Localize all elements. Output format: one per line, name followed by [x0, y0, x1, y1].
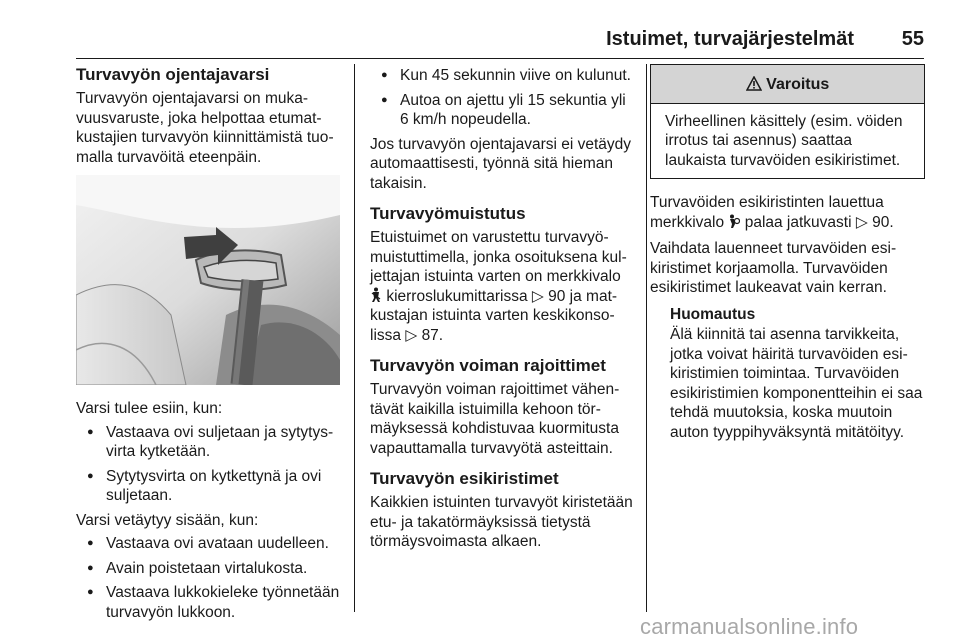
retract-conditions-list — [76, 534, 342, 622]
section-heading-pretensioners: Turvavyön esikiristimet — [370, 469, 559, 488]
column-divider — [354, 64, 355, 612]
section-heading-reminder: Turvavyömuistutus — [370, 204, 526, 223]
page-number: 55 — [901, 28, 924, 50]
list-item: ● Sytytysvirta on kytkettynä ja ovi suljetaan. — [76, 467, 342, 506]
list-item: ● Autoa on ajettu yli 15 sekuntia yli 6 km/h nopeudella. — [370, 91, 635, 130]
column-2 — [370, 64, 635, 559]
note-block — [650, 305, 925, 443]
chapter-title: Istuimet, turvajärjestelmät — [606, 28, 854, 50]
warning-title: Varoitus — [766, 76, 830, 93]
watermark: carmanualsonline.info — [640, 614, 859, 639]
list-item: ● Vastaava lukkokieleke työnnetään turvavyön lukkoon. — [76, 583, 342, 622]
warning-text: Virheellinen käsittely (esim. vöiden irrotus tai asennus) saattaa laukaista turvavöiden esikiristimet. — [665, 112, 903, 169]
extender-intro: Turvavyön ojentajavarsi on mukavuusvaruste, joka helpottaa etumatkustajien turvavyön kiinnittämistä tuomalla turvavöitä eteenpäin. — [76, 90, 334, 166]
note-title: Huomautus — [670, 305, 756, 323]
reminder-text: Etuistuimet on varustettu turvavyömuistuttimella, jonka osoituksena kuljettajan istuinta varten on merkkivalo kierroslukumittarissa ▷ 90 ja matkustajan istuinta varten keskikonsolissa ▷ 87. — [370, 229, 627, 344]
pretension-text: Kaikkien istuinten turvavyöt kiristetään etu- ja takatörmäyksissä tietystä törmäysvoimasta alkaen. — [370, 494, 633, 550]
seatbelt-warning-icon — [370, 287, 382, 307]
manual-retract-note: Jos turvavyön ojentajavarsi ei vetäydy automaattisesti, työnnä sitä hieman takaisin. — [370, 135, 632, 192]
section-heading-limiters: Turvavyön voiman rajoittimet — [370, 356, 606, 375]
limiter-text: Turvavyön voiman rajoittimet vähentävät kaikilla istuimilla kehoon törmäyksessä kohdistuvaa kuormitusta vapauttamalla turvavyötä asteittain. — [370, 381, 620, 457]
list-item: ● Vastaava ovi avataan uudelleen. — [76, 534, 342, 554]
pretensioner-indicator-text: Turvavöiden esikiristinten lauettua merkkivalo palaa jatkuvasti ▷ 90. — [650, 194, 894, 231]
list-item: ● Vastaava ovi suljetaan ja sytytysvirta kytketään. — [76, 423, 342, 462]
warning-triangle-icon — [746, 76, 766, 93]
extend-conditions-list — [76, 423, 342, 506]
column-1 — [76, 64, 342, 627]
warning-box — [650, 64, 925, 179]
page-ref-icon: ▷ — [405, 326, 418, 344]
seatbelt-extender-illustration — [76, 175, 340, 385]
warning-header — [651, 65, 924, 104]
list-item: ● Avain poistetaan virtalukosta. — [76, 559, 342, 579]
page-ref-icon: ▷ — [531, 287, 544, 305]
page-header — [76, 18, 924, 59]
retract-label: Varsi vetäytyy sisään, kun: — [76, 511, 259, 529]
column-3 — [650, 64, 925, 442]
airbag-indicator-icon — [728, 214, 744, 231]
page-ref-icon: ▷ — [855, 213, 868, 231]
column-divider — [646, 64, 647, 612]
note-text: Älä kiinnitä tai asenna tarvikkeita, jotka voivat häiritä turvavöiden esikiristimien toimintaa. Turvavöiden esikiristimien komponentteihin ei saa tehdä muutoksia, koska muutoin auton tyyppihyväksyntä mitätöityy. — [670, 326, 923, 441]
replacement-text: Vaihdata lauenneet turvavöiden esikiristimet korjaamolla. Turvavöiden esikiristimet laukeavat vain kerran. — [650, 240, 897, 296]
retract-conditions-continued — [370, 66, 635, 130]
list-item: ● Kun 45 sekunnin viive on kulunut. — [370, 66, 635, 86]
section-heading-extender: Turvavyön ojentajavarsi — [76, 65, 270, 84]
extend-label: Varsi tulee esiin, kun: — [76, 400, 223, 417]
